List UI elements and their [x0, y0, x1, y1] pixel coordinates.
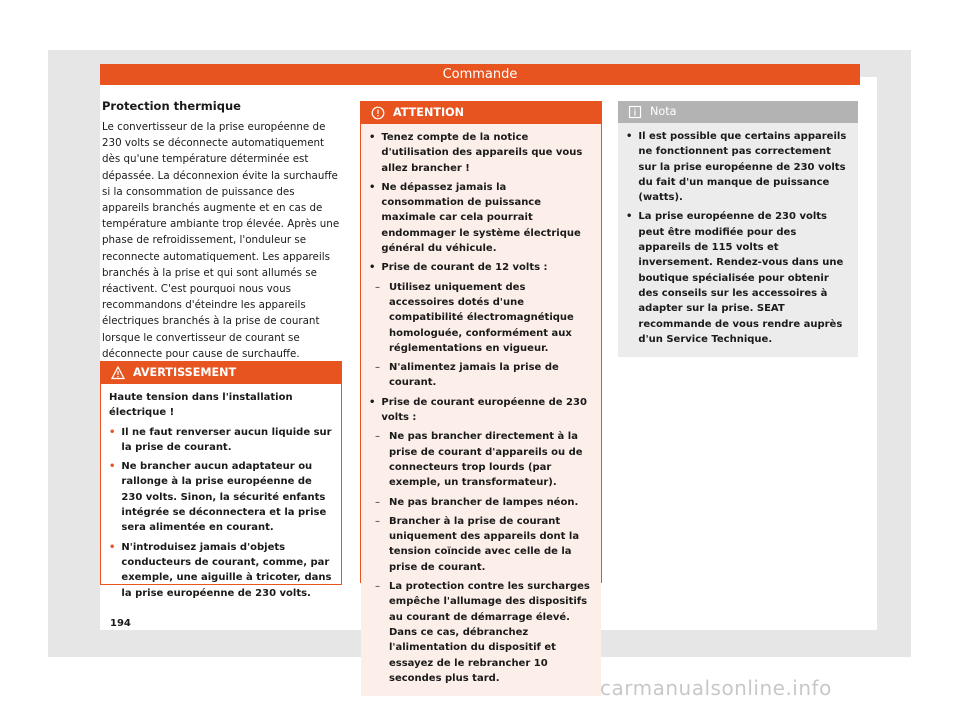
attention-title: ATTENTION: [393, 106, 464, 119]
attention-subitem: – Brancher à la prise de courant uniquement des appareils dont la tension coïncide avec celle de la prise de courant.: [375, 515, 580, 573]
info-circle-icon: [371, 106, 385, 120]
page-number: 194: [110, 618, 131, 629]
watermark: carmanualsonline.info: [600, 676, 832, 700]
warning-item: • Ne brancher aucun adaptateur ou rallonge à la prise européenne de 230 volts. Sinon, la sécurité enfants intégrée se déconnectera et la prise sera alimentée en courant.: [109, 461, 327, 534]
warning-intro: Haute tension dans l'installation électrique !: [109, 392, 293, 419]
attention-subitem: – N'alimentez jamais la prise de courant.: [375, 362, 559, 389]
nota-item: • La prise européenne de 230 volts peut être modifiée pour des appareils de 115 volts et inversement. Rendez-vous dans une boutique spécialisée pour obtenir des conseils sur les accessoires à adapter sur la prise. SEAT recommande de vous rendre auprès d'un Service Technique.: [626, 211, 844, 345]
nota-box: [618, 101, 858, 345]
warning-item: • N'introduisez jamais d'objets conducteurs de courant, comme, par exemple, une aiguille à tricoter, dans la prise européenne de 230 volts.: [109, 541, 332, 599]
attention-subitem: – Ne pas brancher directement à la prise de courant d'appareils ou de connecteurs trop lourds (par exemple, un transformateur).: [375, 431, 583, 489]
attention-item: • Prise de courant européenne de 230 volts :: [369, 396, 587, 424]
nota-item: • Il est possible que certains appareils ne fonctionnent pas correctement sur la prise européenne de 230 volts du fait d'un manque de puissance (watts).: [626, 131, 847, 204]
attention-item: • Prise de courant de 12 volts :: [369, 262, 548, 274]
section-header: Commande: [100, 64, 860, 85]
warning-triangle-icon: [111, 366, 125, 380]
section-heading: Protection thermique: [102, 99, 241, 113]
thermal-protection-section: [102, 99, 344, 362]
attention-subitem: – La protection contre les surcharges empêche l'allumage des dispositifs au courant de démarrage élevé. Dans ce cas, débranchez l'alimentation du dispositif et essayez de le rebrancher 10 secondes plus tard.: [375, 581, 590, 684]
nota-body: [618, 123, 858, 357]
attention-body: [361, 124, 601, 696]
nota-title: Nota: [650, 105, 677, 118]
warning-header: [101, 362, 341, 384]
attention-item: • Ne dépassez jamais la consommation de puissance maximale car cela pourrait endommager le système électrique général du véhicule.: [369, 181, 581, 255]
nota-header: [618, 101, 858, 123]
warning-title: AVERTISSEMENT: [133, 366, 237, 379]
warning-item: • Il ne faut renverser aucun liquide sur la prise de courant.: [109, 426, 332, 453]
attention-header: [361, 102, 601, 124]
warning-box: [100, 361, 342, 599]
attention-item: • Tenez compte de la notice d'utilisation des appareils que vous allez brancher !: [369, 132, 583, 174]
section-paragraph: Le convertisseur de la prise européenne de 230 volts se déconnecte automatiquement dès qu'une température déterminée est dépassée. La déconnexion évite la surchauffe si la consommation de puissance des appareils branchés augmente et en cas de température ambiante trop élevée. Après une phase de refroidissement, l'onduleur se reconnecte automatiquement. Les appareils branchés à la prise et qui sont allumés se réactivent. C'est pourquoi nous vous recommandons d'éteindre les appareils électriques branchés à la prise de courant lorsque le convertisseur de courant se déconnecte pour cause de surchauffe.: [102, 121, 340, 360]
info-square-icon: [628, 105, 642, 119]
attention-subitem: – Utilisez uniquement des accessoires dotés d'une compatibilité électromagnétique homologuée, conformément aux réglementations en vigueur.: [375, 281, 574, 354]
attention-subitem: – Ne pas brancher de lampes néon.: [375, 496, 579, 508]
attention-box: [360, 101, 602, 684]
warning-body: [101, 384, 341, 611]
